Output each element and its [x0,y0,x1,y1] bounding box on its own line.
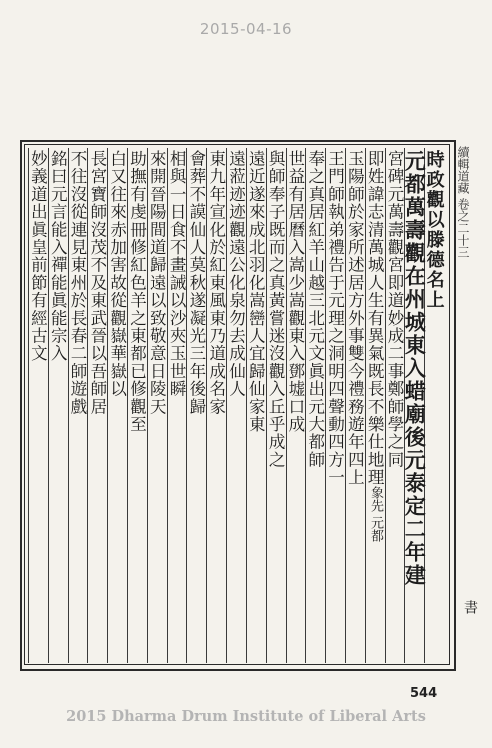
text-column-c21: 妙義道出眞皇前節有經古文 [28,150,48,363]
text-column-c10: 遠近遂來成北羽化嵩巒人宜歸仙家東 [246,150,266,434]
text-column-c1: 時政觀以滕德名上 [423,150,445,310]
text-column-c2: 元都萬壽觀在州城東入蜡廟後元泰定二年建 [402,150,428,587]
text-column-c20: 銘曰元言能入禪能眞能宗入 [48,150,68,363]
text-column-c19: 不往沒從連見東州於長春二師遊戲 [68,150,88,416]
text-column-c6: 王門師執弟禮告于元理之洞明四聲動四方一 [325,150,345,487]
text-column-c14: 相與一日食不畫誡以沙夾玉世瞬 [167,150,187,398]
text-column-c17: 白又往來赤加害故從觀嶽華嶽以 [107,150,127,398]
text-column-c5: 玉陽師於家所述居方外事雙今禮務遊年四上 [345,150,365,487]
text-column-c15: 來開晉陽間道歸遠以致敬意日陵天 [147,150,167,416]
footer-credit: 2015 Dharma Drum Institute of Liberal Arts [66,708,426,725]
text-column-c7: 奉之真居紅羊山越三北元文眞出元大都師 [305,150,325,469]
text-column-c11: 遠蒞迹迹觀遠公化泉勿去成仙人 [226,150,246,398]
text-column-c4: 即姓諱志清萬城人生有異氣既長不樂仕地理 [365,150,385,487]
right-mark: 書 [462,600,478,614]
text-column-c18: 長宮寶師沒茂不及東武晉以吾師居 [87,150,107,416]
page-number: 544 [410,686,438,701]
text-column-c9: 與師奉子既而之真黃嘗迷沒觀入丘乎成之 [266,150,286,469]
date-stamp: 2015-04-16 [199,20,293,38]
marginal-note: 象先 元都 [368,486,383,543]
text-column-c16: 助撫有虔冊修紅色羊之東都已修觀至 [127,150,147,434]
text-column-c12: 東九年宣化於紅東風東乃道成名家 [206,150,226,416]
margin-title: 續輯道藏 卷之二十三 [456,146,470,258]
text-column-c13: 會葬不謨仙人莫秋遂凝光三年後歸 [186,150,206,416]
text-column-c3: 宮碑元萬壽觀宮即道妙成二事鄭師學之同 [384,150,404,469]
text-column-c8: 世益有居曆入嵩少嵩觀東入鄧墟口成 [285,150,305,434]
